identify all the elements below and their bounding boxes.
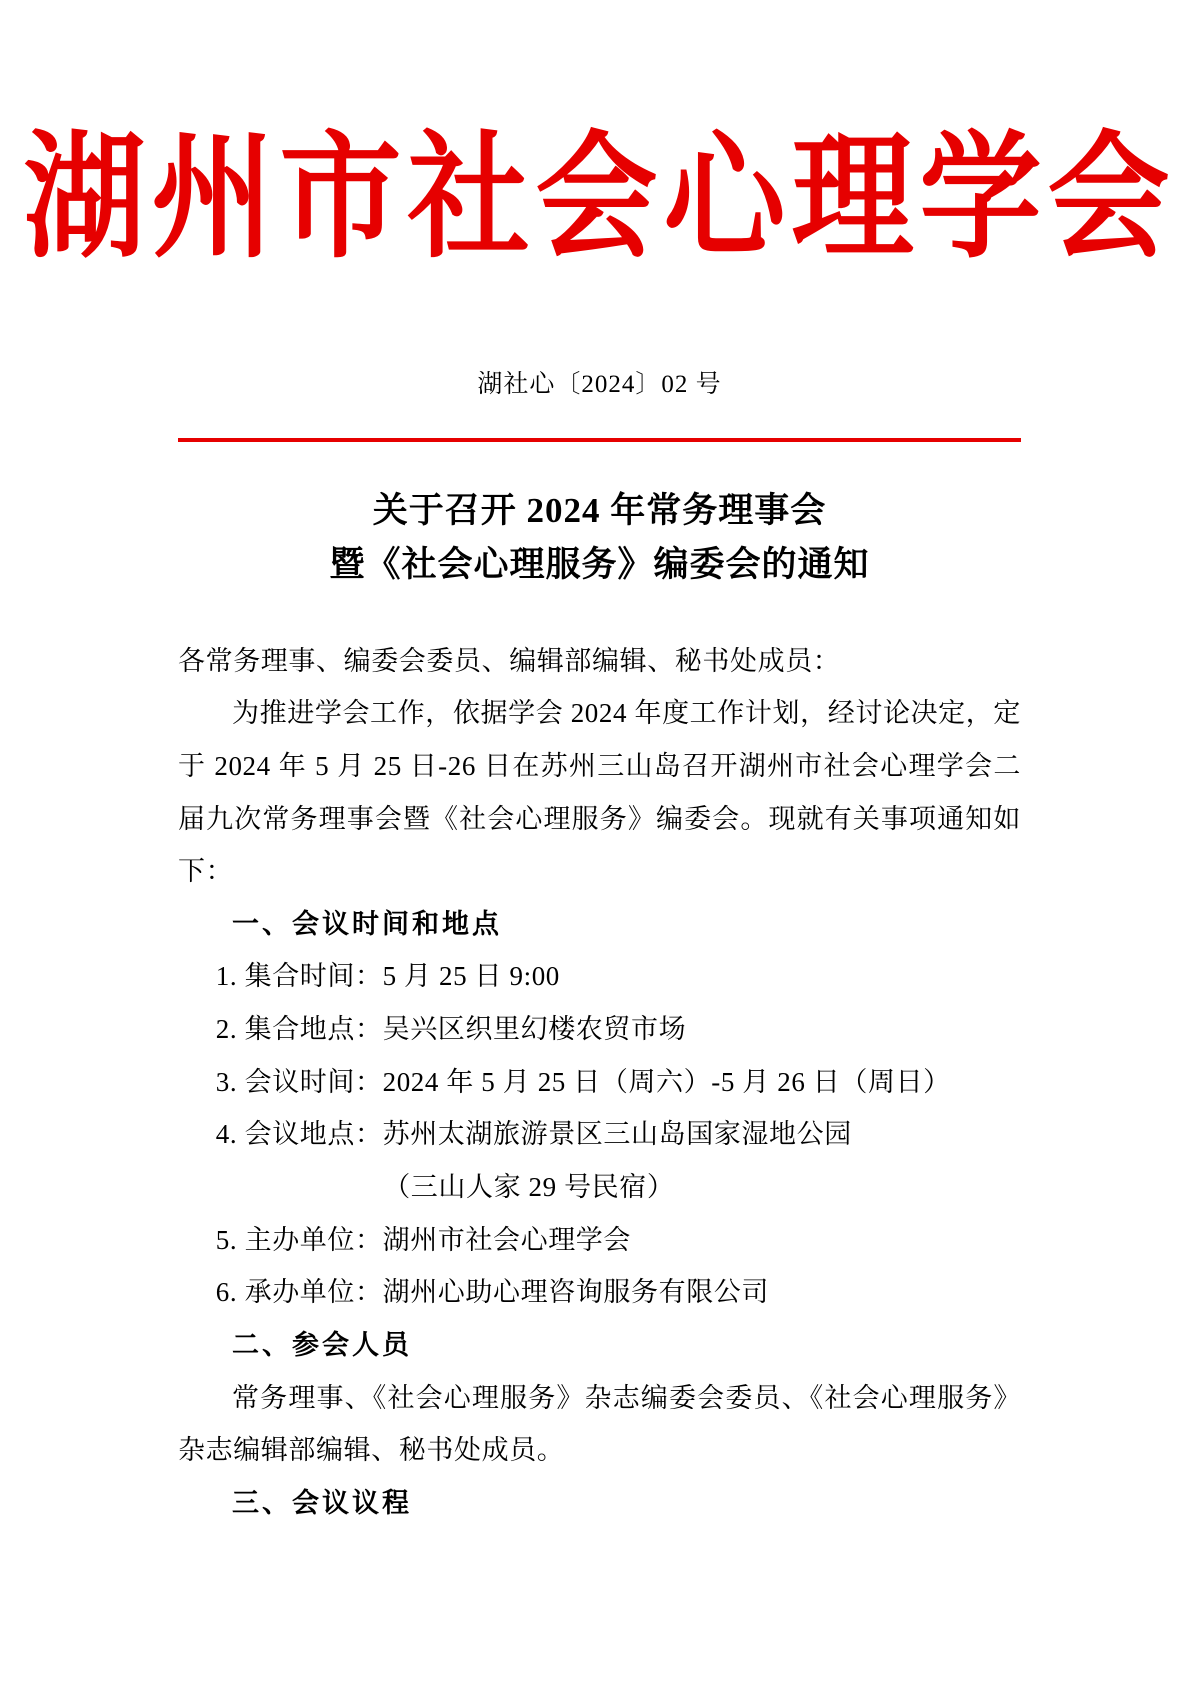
list-item: 6. 承办单位：湖州心助心理咨询服务有限公司 xyxy=(215,1277,769,1308)
document-title xyxy=(0,484,1199,593)
document-title-line-1: 关于召开 2024 年常务理事会 xyxy=(372,491,827,531)
section-heading-3: 三、会议议程 xyxy=(232,1487,412,1518)
intro-paragraph: 为推进学会工作，依据学会 2024 年度工作计划，经讨论决定，定于 2024 年 5 月 25 日-26 日在苏州三山岛召开湖州市社会心理学会二届九次常务理事会暨《社会心理服务》编委会。现就有关事项通知如下： xyxy=(178,698,1021,887)
list-item: 1. 集合时间：5 月 25 日 9:00 xyxy=(215,961,560,992)
list-item: 2. 集合地点：吴兴区织里幻楼农贸市场 xyxy=(215,1014,687,1045)
list-item: 4. 会议地点：苏州太湖旅游景区三山岛国家湿地公园 xyxy=(215,1119,852,1150)
red-divider-rule xyxy=(178,438,1021,442)
list-item-continuation: （三山人家 29 号民宿） xyxy=(383,1172,675,1202)
document-number: 湖社心〔2024〕02 号 xyxy=(477,371,722,399)
section-heading-2: 二、参会人员 xyxy=(232,1329,412,1360)
section-heading-1: 一、会议时间和地点 xyxy=(232,908,502,939)
list-item: 5. 主办单位：湖州市社会心理学会 xyxy=(215,1224,631,1255)
salutation: 各常务理事、编委会委员、编辑部编辑、秘书处成员： xyxy=(178,645,841,676)
document-body xyxy=(178,593,1021,1530)
list-item: 3. 会议时间：2024 年 5 月 25 日（周六）-5 月 26 日（周日） xyxy=(215,1066,951,1097)
document-title-line-2: 暨《社会心理服务》编委会的通知 xyxy=(329,545,870,585)
organization-name: 湖州市社会心理学会 xyxy=(23,123,1176,275)
section-2-paragraph: 常务理事、《社会心理服务》杂志编委会委员、《社会心理服务》杂志编辑部编辑、秘书处成员。 xyxy=(178,1382,1021,1466)
letterhead xyxy=(0,0,1199,275)
